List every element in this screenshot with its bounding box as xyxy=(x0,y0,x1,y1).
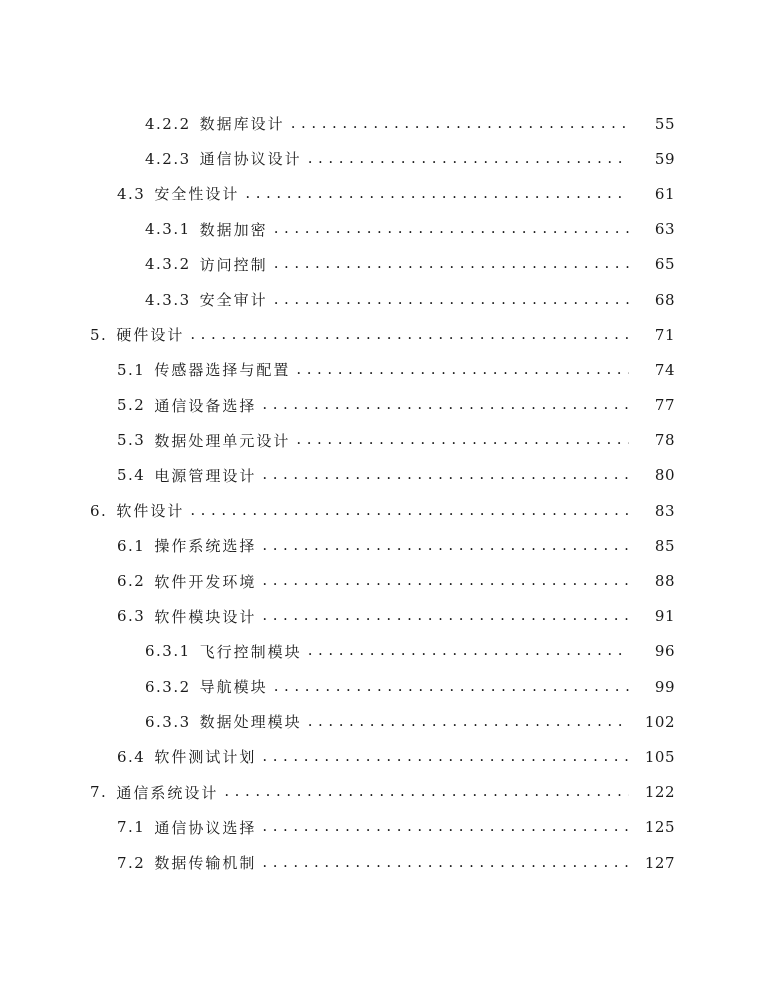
toc-entry-number: 5.1 xyxy=(117,360,146,379)
toc-entry-title: 数据处理模块 xyxy=(199,713,302,732)
toc-dot-leader xyxy=(274,255,629,273)
toc-entry-page: 55 xyxy=(654,114,675,133)
toc-entry-title: 安全审计 xyxy=(199,291,268,310)
toc-entry-number: 7.2 xyxy=(117,853,146,872)
toc-entry[interactable] xyxy=(0,176,765,211)
toc-entry-number: 6. xyxy=(90,501,108,520)
toc-dot-leader xyxy=(308,150,629,168)
toc-dot-leader xyxy=(274,678,629,696)
toc-entry-title: 通信系统设计 xyxy=(116,783,219,802)
toc-entry-number: 4.2.3 xyxy=(145,149,191,168)
toc-entry-page: 127 xyxy=(644,853,675,872)
toc-entry[interactable] xyxy=(0,634,765,669)
toc-entry-title: 数据库设计 xyxy=(199,115,285,134)
toc-entry-page: 63 xyxy=(654,220,675,239)
toc-dot-leader xyxy=(296,361,629,379)
toc-entry-page: 74 xyxy=(654,360,675,379)
toc-entry-title: 通信设备选择 xyxy=(154,396,257,415)
toc-dot-leader xyxy=(262,396,629,414)
toc-entry-page: 71 xyxy=(654,325,675,344)
toc-entry-number: 4.2.2 xyxy=(145,114,191,133)
toc-dot-leader xyxy=(274,291,629,309)
toc-dot-leader xyxy=(262,818,629,836)
toc-entry-number: 7. xyxy=(90,783,108,802)
toc-entry[interactable] xyxy=(0,845,765,880)
toc-entry-title: 硬件设计 xyxy=(116,326,185,345)
toc-dot-leader xyxy=(190,326,629,344)
toc-entry-number: 5. xyxy=(90,325,108,344)
table-of-contents xyxy=(0,106,765,880)
toc-entry-title: 导航模块 xyxy=(199,678,268,697)
toc-entry-page: 77 xyxy=(654,396,675,415)
toc-entry-number: 7.1 xyxy=(117,818,146,837)
toc-entry-page: 78 xyxy=(654,431,675,450)
toc-dot-leader xyxy=(308,642,629,660)
toc-entry-page: 83 xyxy=(654,501,675,520)
toc-entry[interactable] xyxy=(0,247,765,282)
toc-entry[interactable] xyxy=(0,563,765,598)
toc-entry-page: 91 xyxy=(654,607,675,626)
toc-entry[interactable] xyxy=(0,141,765,176)
toc-dot-leader xyxy=(308,713,629,731)
toc-entry[interactable] xyxy=(0,212,765,247)
toc-entry-title: 数据传输机制 xyxy=(154,854,257,873)
toc-entry-number: 5.3 xyxy=(117,431,146,450)
toc-entry-page: 96 xyxy=(654,642,675,661)
toc-entry-number: 6.2 xyxy=(117,572,146,591)
toc-entry-page: 88 xyxy=(654,572,675,591)
toc-dot-leader xyxy=(262,607,629,625)
toc-entry[interactable] xyxy=(0,388,765,423)
toc-entry[interactable] xyxy=(0,352,765,387)
toc-entry-title: 通信协议设计 xyxy=(199,150,302,169)
toc-entry-title: 软件设计 xyxy=(116,502,185,521)
toc-entry-number: 6.3 xyxy=(117,607,146,626)
toc-dot-leader xyxy=(262,466,629,484)
toc-entry-page: 61 xyxy=(654,184,675,203)
toc-entry-number: 5.4 xyxy=(117,466,146,485)
toc-entry-number: 6.3.3 xyxy=(145,712,191,731)
toc-entry-number: 6.3.1 xyxy=(145,642,191,661)
toc-entry[interactable] xyxy=(0,704,765,739)
toc-entry[interactable] xyxy=(0,493,765,528)
toc-entry[interactable] xyxy=(0,282,765,317)
toc-entry[interactable] xyxy=(0,775,765,810)
toc-entry-title: 软件测试计划 xyxy=(154,748,257,767)
toc-dot-leader xyxy=(262,748,629,766)
toc-entry-number: 5.2 xyxy=(117,396,146,415)
toc-dot-leader xyxy=(245,185,629,203)
toc-dot-leader xyxy=(262,572,629,590)
toc-entry[interactable] xyxy=(0,599,765,634)
toc-entry-number: 6.3.2 xyxy=(145,677,191,696)
toc-entry-page: 105 xyxy=(644,747,675,766)
toc-entry-title: 操作系统选择 xyxy=(154,537,257,556)
toc-entry[interactable] xyxy=(0,810,765,845)
toc-entry[interactable] xyxy=(0,528,765,563)
toc-entry[interactable] xyxy=(0,317,765,352)
toc-entry-number: 4.3.1 xyxy=(145,220,191,239)
toc-entry[interactable] xyxy=(0,106,765,141)
toc-entry-title: 电源管理设计 xyxy=(154,466,257,485)
toc-entry-title: 软件模块设计 xyxy=(154,607,257,626)
toc-entry-page: 80 xyxy=(654,466,675,485)
toc-entry-title: 通信协议选择 xyxy=(154,818,257,837)
toc-dot-leader xyxy=(274,220,629,238)
toc-dot-leader xyxy=(296,431,629,449)
toc-entry-title: 飞行控制模块 xyxy=(199,642,302,661)
toc-entry-number: 4.3.3 xyxy=(145,290,191,309)
toc-entry-page: 99 xyxy=(654,677,675,696)
toc-entry[interactable] xyxy=(0,423,765,458)
toc-entry[interactable] xyxy=(0,458,765,493)
toc-entry[interactable] xyxy=(0,739,765,774)
toc-entry-page: 85 xyxy=(654,536,675,555)
toc-entry-page: 102 xyxy=(644,712,675,731)
toc-dot-leader xyxy=(291,115,629,133)
toc-entry-title: 访问控制 xyxy=(199,255,268,274)
toc-entry-title: 数据处理单元设计 xyxy=(154,431,291,450)
toc-entry-number: 6.4 xyxy=(117,747,146,766)
toc-entry-number: 6.1 xyxy=(117,536,146,555)
toc-entry-number: 4.3.2 xyxy=(145,255,191,274)
toc-dot-leader xyxy=(224,783,629,801)
toc-entry-page: 125 xyxy=(644,818,675,837)
toc-entry-page: 65 xyxy=(654,255,675,274)
toc-dot-leader xyxy=(262,854,629,872)
toc-entry-page: 59 xyxy=(654,149,675,168)
toc-entry-page: 68 xyxy=(654,290,675,309)
toc-entry-title: 软件开发环境 xyxy=(154,572,257,591)
toc-entry-number: 4.3 xyxy=(117,184,146,203)
toc-entry-title: 安全性设计 xyxy=(154,185,240,204)
toc-entry-page: 122 xyxy=(644,783,675,802)
toc-dot-leader xyxy=(262,537,629,555)
toc-entry-title: 传感器选择与配置 xyxy=(154,361,291,380)
toc-dot-leader xyxy=(190,502,629,520)
toc-entry[interactable] xyxy=(0,669,765,704)
toc-entry-title: 数据加密 xyxy=(199,220,268,239)
